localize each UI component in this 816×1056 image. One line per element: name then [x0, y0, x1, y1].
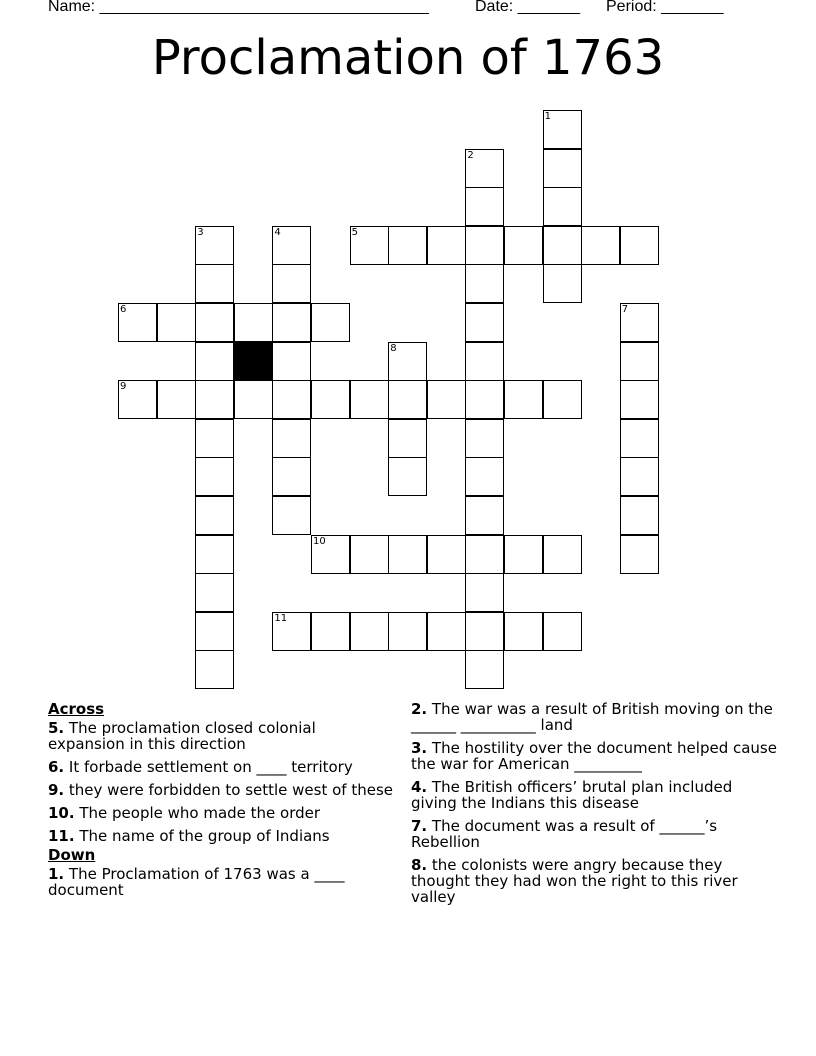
crossword-cell[interactable]	[118, 380, 157, 419]
crossword-cell[interactable]	[195, 496, 234, 535]
clue-number: 3	[197, 226, 204, 238]
crossword-cell[interactable]	[465, 419, 504, 458]
crossword-cell[interactable]	[311, 612, 350, 651]
crossword-cell[interactable]	[234, 303, 273, 342]
crossword-cell[interactable]	[388, 457, 427, 496]
down-clue-list-left	[48, 866, 393, 898]
clue-number: 9	[120, 381, 127, 393]
clues-left-column	[48, 701, 393, 905]
clue-number: 2	[467, 149, 474, 161]
clue-number: 4.	[411, 778, 428, 796]
crossword-cell[interactable]	[543, 612, 582, 651]
clue-number: 10	[313, 535, 326, 547]
crossword-cell[interactable]	[157, 380, 196, 419]
crossword-cell[interactable]	[465, 226, 504, 265]
down-heading: Down	[48, 846, 96, 864]
crossword-cell[interactable]	[465, 264, 504, 303]
crossword-cell[interactable]	[157, 303, 196, 342]
crossword-cell[interactable]	[620, 303, 659, 342]
clue-number: 8	[390, 342, 397, 354]
clue-number: 1	[544, 111, 551, 122]
crossword-cell[interactable]	[465, 303, 504, 342]
crossword-cell[interactable]	[272, 303, 311, 342]
crossword-cell[interactable]	[504, 226, 543, 265]
clue-number: 9.	[48, 781, 65, 799]
clue-text: The document was a result of ______’s Rebellion	[411, 817, 718, 851]
clue-number: 11.	[48, 827, 75, 845]
clue-text: the colonists were angry because they thought they had won the right to this river valley	[411, 856, 738, 906]
crossword-cell[interactable]	[504, 535, 543, 574]
crossword-cell[interactable]	[620, 380, 659, 419]
date-field[interactable]: Date: _______	[475, 0, 580, 15]
clue-text: The name of the group of Indians	[74, 827, 330, 845]
clue-number: 7	[621, 304, 629, 315]
crossword-cell[interactable]	[388, 535, 427, 574]
page-title: Proclamation of 1763	[151, 30, 665, 86]
crossword-cell[interactable]	[195, 612, 234, 651]
crossword-cell[interactable]	[272, 380, 311, 419]
down-clue-list-right	[411, 701, 781, 905]
crossword-cell[interactable]	[427, 535, 466, 574]
crossword-cell[interactable]	[543, 187, 582, 226]
crossword-cell[interactable]	[272, 419, 311, 458]
black-cell	[234, 342, 273, 381]
crossword-cell[interactable]	[543, 535, 582, 574]
crossword-cell[interactable]	[272, 496, 311, 535]
crossword-cell[interactable]	[118, 303, 157, 342]
crossword-cell[interactable]	[195, 457, 234, 496]
clue-number: 10.	[48, 804, 75, 822]
clue-text: The British officers’ brutal plan included giving the Indians this disease	[411, 778, 733, 812]
clue-number: 8.	[411, 856, 428, 874]
crossword-cell[interactable]	[350, 380, 389, 419]
crossword-cell[interactable]	[465, 650, 504, 689]
crossword-cell[interactable]	[427, 612, 466, 651]
crossword-cell[interactable]	[195, 342, 234, 381]
clue-item	[411, 740, 781, 772]
clue-text: The war was a result of British moving on the ______ __________ land	[411, 700, 773, 734]
crossword-cell[interactable]	[620, 535, 659, 574]
clue-number: 7.	[411, 817, 428, 835]
clue-number: 2.	[411, 700, 428, 718]
clue-text: The proclamation closed colonial expansion in this direction	[48, 719, 316, 753]
clue-number: 5.	[48, 719, 65, 737]
crossword-cell[interactable]	[465, 573, 504, 612]
clue-number: 11	[274, 612, 288, 624]
crossword-cell[interactable]	[234, 380, 273, 419]
clue-text: they were forbidden to settle west of these	[64, 781, 394, 799]
crossword-cell[interactable]	[195, 419, 234, 458]
crossword-cell[interactable]	[272, 457, 311, 496]
clue-number: 5	[351, 226, 358, 238]
clue-item	[48, 828, 393, 844]
crossword-cell[interactable]	[465, 457, 504, 496]
crossword-cell[interactable]	[195, 380, 234, 419]
clue-text: The hostility over the document helped cause the war for American _________	[411, 739, 777, 773]
clue-item	[48, 782, 393, 798]
crossword-cell[interactable]	[504, 612, 543, 651]
crossword-cell[interactable]	[195, 226, 234, 265]
crossword-cell[interactable]	[465, 149, 504, 188]
clue-item	[411, 818, 781, 850]
clue-item	[411, 779, 781, 811]
crossword-cell[interactable]	[311, 380, 350, 419]
crossword-cell[interactable]	[427, 226, 466, 265]
clue-text: The people who made the order	[74, 804, 321, 822]
clue-text: It forbade settlement on ____ territory	[64, 758, 353, 776]
crossword-cell[interactable]	[311, 303, 350, 342]
crossword-cell[interactable]	[311, 535, 350, 574]
crossword-cell[interactable]	[350, 612, 389, 651]
crossword-cell[interactable]	[465, 612, 504, 651]
crossword-cell[interactable]	[272, 226, 311, 265]
crossword-cell[interactable]	[620, 457, 659, 496]
clues-right-column	[411, 701, 781, 912]
clue-text: The Proclamation of 1763 was a ____ document	[48, 865, 345, 899]
crossword-cell[interactable]	[427, 380, 466, 419]
crossword-cell[interactable]	[272, 612, 311, 651]
across-clue-list	[48, 720, 393, 844]
crossword-cell[interactable]	[388, 612, 427, 651]
crossword-cell[interactable]	[272, 342, 311, 381]
clue-number: 6	[120, 304, 127, 315]
period-field[interactable]: Period: _______	[606, 0, 724, 15]
crossword-cell[interactable]	[465, 535, 504, 574]
crossword-cell[interactable]	[350, 535, 389, 574]
clue-item	[48, 866, 393, 898]
crossword-cell[interactable]	[388, 380, 427, 419]
crossword-cell[interactable]	[543, 380, 582, 419]
crossword-cell[interactable]	[581, 226, 620, 265]
crossword-cell[interactable]	[543, 110, 582, 149]
clue-number: 4	[274, 226, 281, 238]
clue-number: 1.	[48, 865, 65, 883]
crossword-cell[interactable]	[620, 226, 659, 265]
crossword-cell[interactable]	[350, 226, 389, 265]
crossword-cell[interactable]	[388, 342, 427, 381]
crossword-cell[interactable]	[388, 419, 427, 458]
crossword-cell[interactable]	[195, 573, 234, 612]
clue-item	[48, 759, 393, 775]
crossword-cell[interactable]	[388, 226, 427, 265]
crossword-cell[interactable]	[504, 380, 543, 419]
crossword-cell[interactable]	[195, 650, 234, 689]
clue-item	[48, 805, 393, 821]
crossword-cell[interactable]	[620, 496, 659, 535]
clue-number: 3.	[411, 739, 428, 757]
clue-number: 6.	[48, 758, 65, 776]
crossword-cell[interactable]	[465, 380, 504, 419]
crossword-cell[interactable]	[465, 187, 504, 226]
crossword-cell[interactable]	[543, 149, 582, 188]
crossword-cell[interactable]	[543, 226, 582, 265]
clue-item	[48, 720, 393, 752]
crossword-cell[interactable]	[465, 496, 504, 535]
crossword-cell[interactable]	[195, 303, 234, 342]
crossword-cell[interactable]	[620, 419, 659, 458]
crossword-cell[interactable]	[195, 535, 234, 574]
across-heading: Across	[48, 700, 105, 718]
crossword-cell[interactable]	[465, 342, 504, 381]
crossword-cell[interactable]	[272, 264, 311, 303]
crossword-cell[interactable]	[543, 264, 582, 303]
clue-item	[411, 857, 781, 905]
name-field[interactable]: Name: _____________________________________	[48, 0, 429, 15]
crossword-cell[interactable]	[195, 264, 234, 303]
crossword-cell[interactable]	[620, 342, 659, 381]
clue-item	[411, 701, 781, 733]
